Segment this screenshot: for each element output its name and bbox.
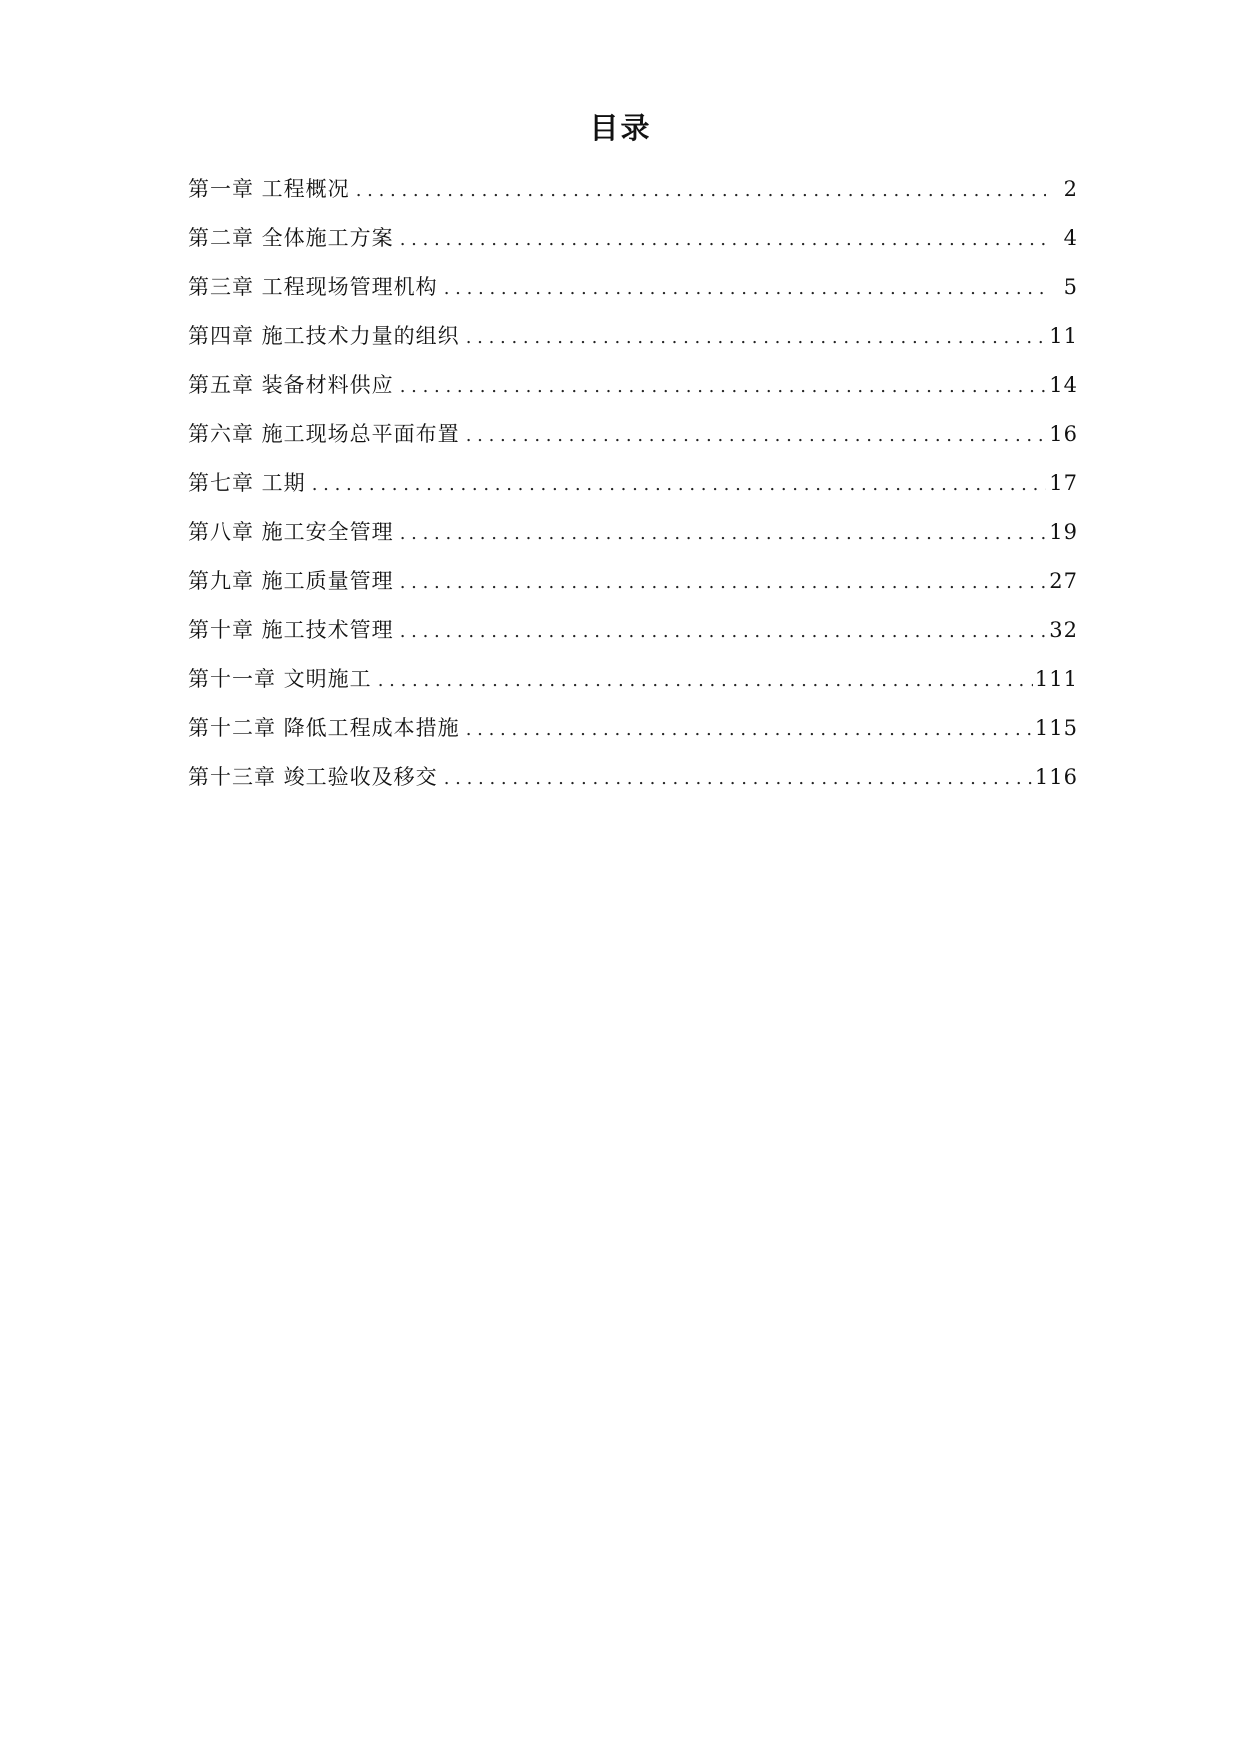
toc-entry[interactable] — [188, 165, 1078, 214]
toc-entry-label: 第二章 全体施工方案 — [188, 226, 394, 250]
toc-entry-page: 116 — [1034, 765, 1078, 789]
toc-entry[interactable] — [188, 508, 1078, 557]
table-of-contents — [188, 165, 1078, 802]
toc-entry-page: 4 — [1063, 226, 1078, 250]
toc-entry[interactable] — [188, 655, 1078, 704]
toc-entry-label: 第九章 施工质量管理 — [188, 569, 394, 593]
toc-dot-leader — [466, 705, 1033, 754]
toc-dot-leader — [444, 264, 1046, 313]
toc-entry-page: 111 — [1034, 667, 1078, 691]
toc-entry-label: 第十一章 文明施工 — [188, 667, 372, 691]
toc-entry[interactable] — [188, 753, 1078, 802]
toc-entry[interactable] — [188, 459, 1078, 508]
toc-entry[interactable] — [188, 312, 1078, 361]
toc-entry-page: 19 — [1049, 520, 1078, 544]
toc-dot-leader — [400, 558, 1046, 607]
toc-dot-leader — [444, 754, 1033, 803]
toc-entry-label: 第七章 工期 — [188, 471, 306, 495]
toc-dot-leader — [466, 411, 1046, 460]
toc-entry-page: 11 — [1049, 324, 1078, 348]
toc-entry[interactable] — [188, 606, 1078, 655]
toc-dot-leader — [400, 362, 1046, 411]
toc-entry-page: 5 — [1063, 275, 1078, 299]
toc-entry[interactable] — [188, 214, 1078, 263]
toc-dot-leader — [356, 166, 1046, 215]
toc-entry-page: 16 — [1049, 422, 1078, 446]
toc-entry[interactable] — [188, 263, 1078, 312]
toc-dot-leader — [378, 656, 1033, 705]
toc-entry-page: 17 — [1049, 471, 1078, 495]
toc-entry-label: 第四章 施工技术力量的组织 — [188, 324, 460, 348]
toc-entry[interactable] — [188, 557, 1078, 606]
toc-entry-label: 第五章 装备材料供应 — [188, 373, 394, 397]
toc-entry[interactable] — [188, 704, 1078, 753]
toc-dot-leader — [312, 460, 1046, 509]
toc-entry-label: 第十二章 降低工程成本措施 — [188, 716, 460, 740]
toc-entry-page: 2 — [1063, 177, 1078, 201]
toc-entry-label: 第十章 施工技术管理 — [188, 618, 394, 642]
toc-entry[interactable] — [188, 410, 1078, 459]
toc-entry-label: 第一章 工程概况 — [188, 177, 350, 201]
toc-entry[interactable] — [188, 361, 1078, 410]
toc-dot-leader — [466, 313, 1046, 362]
toc-entry-page: 32 — [1049, 618, 1078, 642]
toc-entry-page: 27 — [1049, 569, 1078, 593]
toc-entry-label: 第十三章 竣工验收及移交 — [188, 765, 438, 789]
toc-title: 目录 — [589, 111, 652, 145]
toc-entry-label: 第六章 施工现场总平面布置 — [188, 422, 460, 446]
toc-dot-leader — [400, 607, 1046, 656]
toc-entry-page: 115 — [1034, 716, 1078, 740]
toc-entry-label: 第八章 施工安全管理 — [188, 520, 394, 544]
toc-entry-page: 14 — [1049, 373, 1078, 397]
toc-dot-leader — [400, 509, 1046, 558]
toc-entry-label: 第三章 工程现场管理机构 — [188, 275, 438, 299]
toc-dot-leader — [400, 215, 1046, 264]
